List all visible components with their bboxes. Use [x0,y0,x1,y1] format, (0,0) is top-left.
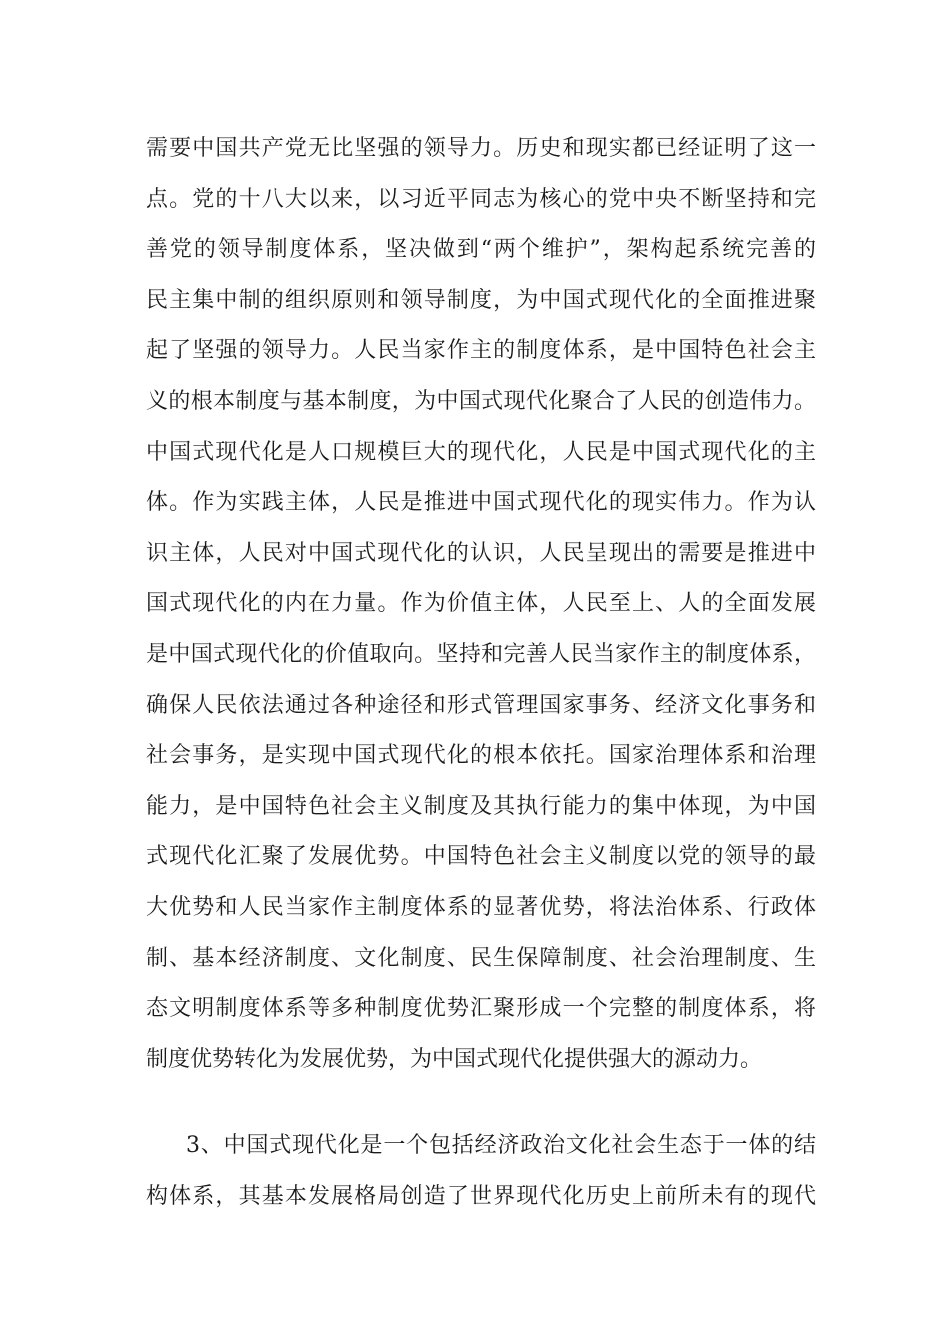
text-line: 3、中国式现代化是一个包括经济政治文化社会生态于一体的结 [186,1133,817,1158]
body-paragraph [146,124,816,1085]
text-line: 国式现代化的内在力量。作为价值主体，人民至上、人的全面发展 [146,591,818,617]
text-line: 起了坚强的领导力。人民当家作主的制度体系，是中国特色社会主 [146,338,818,364]
text-line: 识主体，人民对中国式现代化的认识，人民呈现出的需要是推进中 [146,540,818,566]
section-paragraph [146,1121,816,1222]
text-line: 体。作为实践主体，人民是推进中国式现代化的现实伟力。作为认 [146,490,818,516]
text-line: 态文明制度体系等多种制度优势汇聚形成一个完整的制度体系，将 [146,996,818,1022]
text-line: 中国式现代化是人口规模巨大的现代化，人民是中国式现代化的主 [146,439,818,465]
text-line: 需要中国共产党无比坚强的领导力。历史和现实都已经证明了这一 [146,136,818,161]
text-line: 制、基本经济制度、文化制度、民生保障制度、社会治理制度、生 [146,945,818,971]
text-line: 社会事务，是实现中国式现代化的根本依托。国家治理体系和治理 [146,743,818,769]
text-line: 善党的领导制度体系，坚决做到“两个维护”，架构起系统完善的 [146,237,818,263]
text-line: 义的根本制度与基本制度，为中国式现代化聚合了人民的创造伟力。 [146,388,817,414]
text-line: 大优势和人民当家作主制度体系的显著优势，将法治体系、行政体 [146,894,818,920]
text-line: 制度优势转化为发展优势，为中国式现代化提供强大的源动力。 [146,1046,763,1072]
text-line: 点。党的十八大以来，以习近平同志为核心的党中央不断坚持和完 [146,186,818,212]
text-line: 式现代化汇聚了发展优势。中国特色社会主义制度以党的领导的最 [146,844,818,870]
text-line: 民主集中制的组织原则和领导制度，为中国式现代化的全面推进聚 [146,287,818,313]
text-line: 是中国式现代化的价值取向。坚持和完善人民当家作主的制度体系， [146,641,817,667]
text-line: 能力，是中国特色社会主义制度及其执行能力的集中体现，为中国 [146,793,818,819]
text-line: 构体系，其基本发展格局创造了世界现代化历史上前所未有的现代 [146,1183,818,1209]
text-line: 确保人民依法通过各种途径和形式管理国家事务、经济文化事务和 [146,692,818,718]
